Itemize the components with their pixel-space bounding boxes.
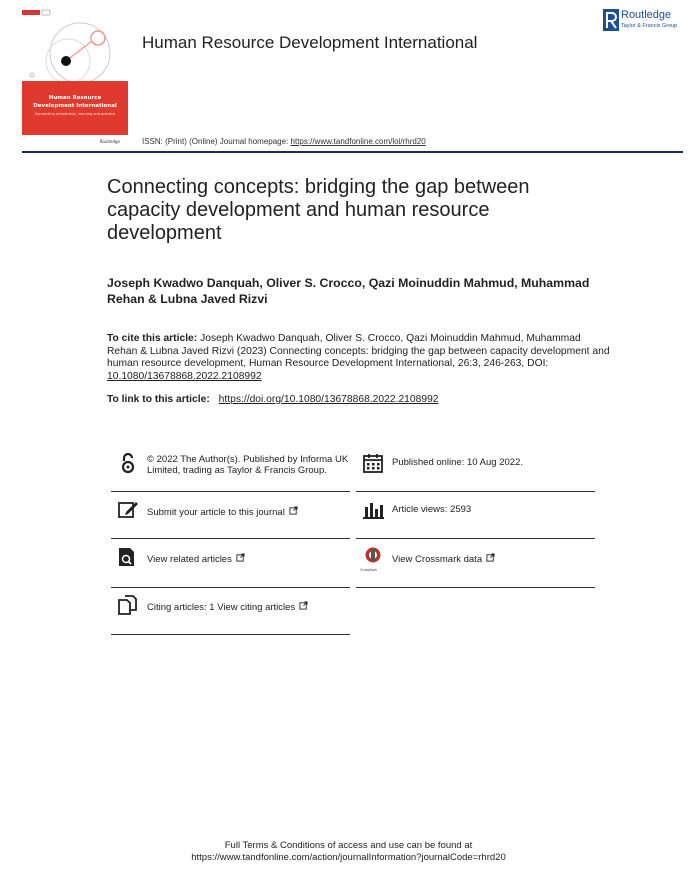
grid-divider: [356, 587, 595, 588]
article-views: Article views: 2593: [392, 504, 472, 515]
routledge-r-icon: [603, 9, 619, 31]
article-authors: Joseph Kwadwo Danquah, Oliver S. Crocco, Qazi Moinuddin Mahmud, Muhammad Rehan & Lubna Javed Rizvi: [107, 276, 590, 306]
footer: [0, 840, 697, 864]
citing-documents-icon: [117, 594, 139, 616]
journal-cover-thumbnail: [22, 9, 128, 146]
submit-article-cell[interactable]: [111, 499, 356, 529]
published-cell: [356, 452, 596, 488]
citing-articles-cell[interactable]: [111, 594, 356, 624]
related-articles-link[interactable]: [147, 553, 245, 565]
issn-text: ISSN: (Print) (Online) Journal homepage:: [142, 137, 289, 146]
external-link-icon: [486, 553, 495, 562]
footer-terms-text: Full Terms & Conditions of access and use can be found at: [224, 840, 473, 851]
article-title: Connecting concepts: bridging the gap between capacity development and human resource development: [107, 176, 530, 244]
crossmark-link[interactable]: [392, 553, 495, 565]
views-cell: [356, 499, 596, 529]
crossmark-label[interactable]: View Crossmark data: [392, 554, 483, 565]
submit-article-label[interactable]: Submit your article to this journal: [147, 507, 285, 518]
grid-divider: [111, 538, 350, 539]
header-divider: [22, 151, 683, 153]
citation-block: [107, 333, 612, 383]
footer-terms-link[interactable]: https://www.tandfonline.com/action/journalInformation?journalCode=rhrd20: [191, 852, 506, 863]
external-link-icon: [289, 506, 298, 515]
journal-title[interactable]: Human Resource Development International: [142, 33, 478, 52]
related-articles-label[interactable]: View related articles: [147, 554, 232, 565]
issn-line: [142, 137, 426, 146]
edit-icon: [117, 499, 139, 521]
submit-article-link[interactable]: [147, 506, 298, 518]
document-search-icon: [117, 546, 139, 568]
license-text: © 2022 The Author(s). Published by Informa UK Limited, trading as Taylor & Francis Group.: [147, 454, 349, 476]
open-access-icon: [117, 452, 139, 474]
grid-divider: [111, 587, 350, 588]
cover-title-line1: Human Resource: [48, 95, 102, 101]
cite-label: To cite this article:: [107, 333, 198, 344]
grid-divider: [356, 491, 595, 492]
license-cell: [111, 452, 356, 490]
cover-footer: [22, 137, 128, 146]
grid-divider: [356, 538, 595, 539]
publisher-logo[interactable]: [603, 9, 687, 33]
crossmark-cell[interactable]: [356, 546, 596, 576]
cover-graphic-icon: [22, 17, 128, 89]
article-doi-link[interactable]: https://doi.org/10.1080/13678868.2022.2108992: [218, 394, 439, 405]
cite-text: Joseph Kwadwo Danquah, Oliver S. Crocco, Qazi Moinuddin Mahmud, Muhammad Rehan & Lubna Javed Rizvi (2023) Connecting concepts: bridging the gap between capacity development and human resource development, Human Resource Development International, 26:3, 246-263, DOI:: [107, 333, 610, 369]
related-articles-cell[interactable]: [111, 546, 356, 576]
publisher-name: Routledge: [621, 9, 672, 21]
bar-chart-icon: [362, 499, 384, 521]
cover-title-line2: Development International: [33, 103, 117, 109]
cover-red-panel: [22, 81, 128, 135]
cover-publisher-mark: Routledge: [99, 139, 120, 144]
link-label: To link to this article:: [107, 394, 210, 405]
journal-homepage-link[interactable]: https://www.tandfonline.com/loi/rhrd20: [290, 137, 426, 146]
calendar-icon: [362, 452, 384, 474]
cover-tagline: Connecting scholarship, learning and practice: [34, 112, 116, 116]
published-date: Published online: 10 Aug 2022.: [392, 457, 523, 468]
crossmark-badge: CrossMark: [360, 568, 377, 572]
publisher-subtitle: Taylor & Francis Group: [621, 23, 678, 29]
external-link-icon: [236, 553, 245, 562]
citing-articles-link[interactable]: [147, 601, 308, 613]
citing-articles-label[interactable]: Citing articles: 1 View citing articles: [147, 602, 296, 613]
grid-divider: [111, 634, 350, 635]
external-link-icon: [299, 601, 308, 610]
cite-doi-link[interactable]: 10.1080/13678868.2022.2108992: [107, 370, 262, 382]
article-link-line: [107, 394, 607, 405]
grid-divider: [111, 491, 350, 492]
